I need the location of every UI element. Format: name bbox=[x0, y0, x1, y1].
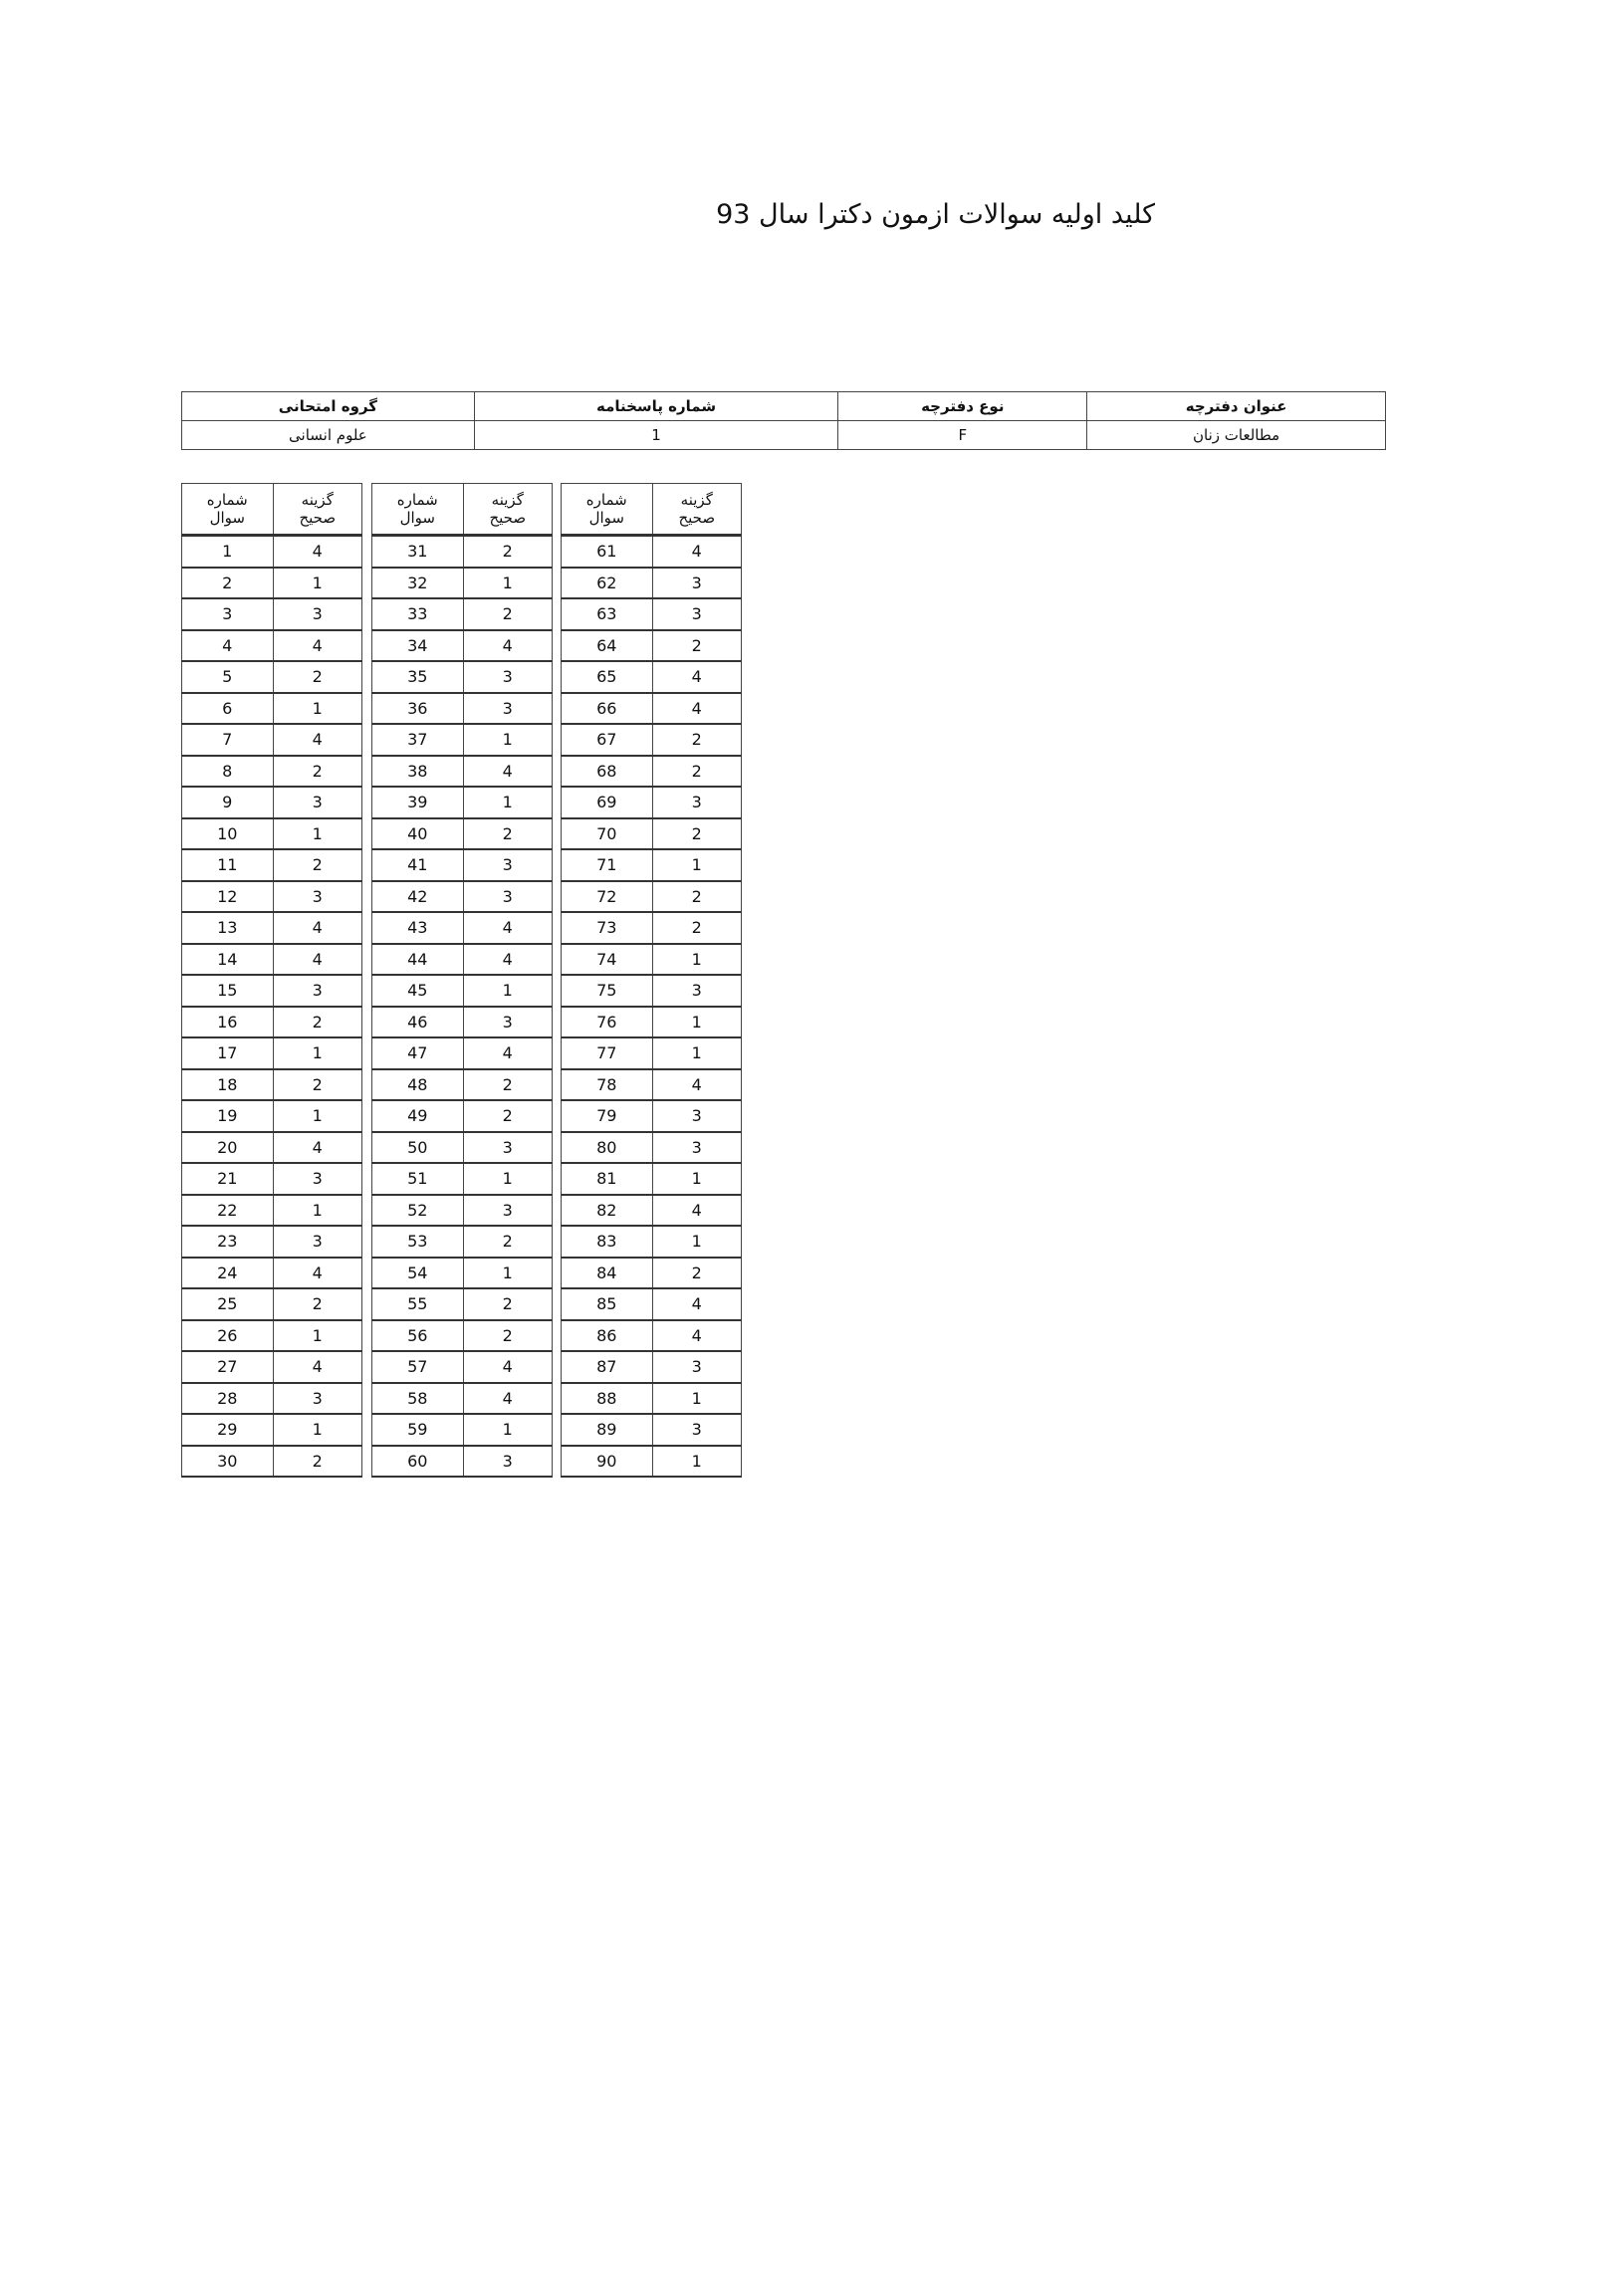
answer-key-row bbox=[182, 787, 362, 818]
question-number-cell: 2 bbox=[182, 568, 274, 599]
question-number-cell: 87 bbox=[562, 1351, 653, 1383]
answer-key-row bbox=[182, 1446, 362, 1478]
question-number-cell: 53 bbox=[372, 1226, 464, 1258]
answer-key-row bbox=[182, 975, 362, 1007]
correct-option-cell: 2 bbox=[273, 1446, 361, 1478]
correct-option-cell: 1 bbox=[273, 1037, 361, 1069]
correct-option-cell: 4 bbox=[273, 912, 361, 944]
answer-key-row bbox=[372, 756, 553, 788]
correct-option-cell: 3 bbox=[463, 881, 552, 913]
answer-key-row bbox=[182, 944, 362, 976]
answer-key-row bbox=[182, 1007, 362, 1038]
answer-key-row bbox=[372, 1007, 553, 1038]
question-number-cell: 55 bbox=[372, 1288, 464, 1320]
answer-key-row bbox=[372, 661, 553, 693]
question-number-cell: 32 bbox=[372, 568, 464, 599]
correct-option-cell: 3 bbox=[652, 1414, 741, 1446]
question-number-cell: 33 bbox=[372, 598, 464, 630]
answer-key-row bbox=[562, 818, 742, 850]
correct-option-cell: 2 bbox=[273, 849, 361, 881]
correct-option-cell: 3 bbox=[273, 598, 361, 630]
answer-key-row bbox=[562, 1132, 742, 1164]
answer-key-header-row bbox=[562, 484, 742, 536]
correct-option-cell: 2 bbox=[652, 724, 741, 756]
answer-key-row bbox=[562, 1351, 742, 1383]
answer-key-row bbox=[372, 693, 553, 725]
answer-key-row bbox=[562, 630, 742, 662]
question-number-cell: 70 bbox=[562, 818, 653, 850]
answer-key-row bbox=[182, 661, 362, 693]
question-number-cell: 25 bbox=[182, 1288, 274, 1320]
correct-option-cell: 4 bbox=[463, 1383, 552, 1415]
correct-option-cell: 3 bbox=[273, 1226, 361, 1258]
correct-option-cell: 3 bbox=[652, 1132, 741, 1164]
question-number-cell: 82 bbox=[562, 1195, 653, 1227]
question-number-cell: 88 bbox=[562, 1383, 653, 1415]
question-number-cell: 36 bbox=[372, 693, 464, 725]
correct-option-cell: 1 bbox=[463, 1163, 552, 1195]
question-number-header: شماره سوال bbox=[182, 484, 274, 536]
answer-key-row bbox=[562, 1446, 742, 1478]
correct-option-cell: 1 bbox=[652, 1163, 741, 1195]
answer-key-block-2 bbox=[371, 483, 553, 1478]
answer-key-row bbox=[182, 1226, 362, 1258]
answer-key-row bbox=[372, 1163, 553, 1195]
correct-option-cell: 4 bbox=[652, 1069, 741, 1101]
answer-key-row bbox=[562, 536, 742, 568]
question-number-cell: 20 bbox=[182, 1132, 274, 1164]
answer-key-row bbox=[182, 724, 362, 756]
answer-key-row bbox=[372, 1383, 553, 1415]
answer-key-row bbox=[372, 1288, 553, 1320]
correct-option-cell: 4 bbox=[273, 1351, 361, 1383]
correct-option-cell: 3 bbox=[652, 1351, 741, 1383]
question-number-cell: 21 bbox=[182, 1163, 274, 1195]
question-number-cell: 60 bbox=[372, 1446, 464, 1478]
answer-key-row bbox=[372, 1351, 553, 1383]
correct-option-cell: 3 bbox=[273, 1163, 361, 1195]
answer-key-row bbox=[182, 881, 362, 913]
correct-option-cell: 1 bbox=[652, 944, 741, 976]
question-number-cell: 79 bbox=[562, 1100, 653, 1132]
answer-key-row bbox=[372, 724, 553, 756]
answer-key-row bbox=[562, 661, 742, 693]
answer-key-row bbox=[372, 1414, 553, 1446]
question-number-cell: 47 bbox=[372, 1037, 464, 1069]
answer-key-row bbox=[182, 536, 362, 568]
correct-option-cell: 2 bbox=[463, 598, 552, 630]
question-number-cell: 16 bbox=[182, 1007, 274, 1038]
answer-key-header-row bbox=[182, 484, 362, 536]
answer-key-row bbox=[562, 756, 742, 788]
question-number-cell: 57 bbox=[372, 1351, 464, 1383]
correct-option-cell: 1 bbox=[463, 1414, 552, 1446]
correct-option-cell: 4 bbox=[463, 944, 552, 976]
exam-group-header: گروه امتحانی bbox=[182, 392, 475, 421]
answer-key-row bbox=[372, 787, 553, 818]
correct-option-cell: 4 bbox=[463, 756, 552, 788]
answer-key-row bbox=[562, 724, 742, 756]
correct-option-cell: 2 bbox=[652, 881, 741, 913]
question-number-cell: 13 bbox=[182, 912, 274, 944]
answer-key-row bbox=[562, 1383, 742, 1415]
question-number-cell: 54 bbox=[372, 1258, 464, 1289]
correct-option-cell: 3 bbox=[273, 975, 361, 1007]
correct-option-cell: 2 bbox=[652, 818, 741, 850]
question-number-cell: 67 bbox=[562, 724, 653, 756]
question-number-cell: 8 bbox=[182, 756, 274, 788]
correct-option-cell: 2 bbox=[273, 1288, 361, 1320]
correct-option-cell: 3 bbox=[463, 849, 552, 881]
question-number-cell: 1 bbox=[182, 536, 274, 568]
question-number-cell: 3 bbox=[182, 598, 274, 630]
correct-option-cell: 4 bbox=[273, 724, 361, 756]
question-number-cell: 42 bbox=[372, 881, 464, 913]
question-number-cell: 74 bbox=[562, 944, 653, 976]
correct-option-header: گزینه صحیح bbox=[273, 484, 361, 536]
answer-key-row bbox=[372, 630, 553, 662]
question-number-cell: 52 bbox=[372, 1195, 464, 1227]
question-number-cell: 27 bbox=[182, 1351, 274, 1383]
correct-option-cell: 2 bbox=[273, 756, 361, 788]
answer-key-block-3 bbox=[561, 483, 742, 1478]
correct-option-cell: 2 bbox=[652, 630, 741, 662]
correct-option-cell: 2 bbox=[273, 1069, 361, 1101]
booklet-title-header: عنوان دفترچه bbox=[1087, 392, 1386, 421]
question-number-cell: 18 bbox=[182, 1069, 274, 1101]
answer-key-row bbox=[182, 630, 362, 662]
answer-key-row bbox=[372, 1320, 553, 1352]
answer-key-row bbox=[182, 1288, 362, 1320]
correct-option-cell: 1 bbox=[463, 787, 552, 818]
answer-key-row bbox=[182, 598, 362, 630]
correct-option-cell: 4 bbox=[273, 630, 361, 662]
answer-key-header-row bbox=[372, 484, 553, 536]
correct-option-cell: 4 bbox=[652, 1195, 741, 1227]
answer-key-row bbox=[372, 944, 553, 976]
answer-key-row bbox=[182, 1258, 362, 1289]
answer-key-row bbox=[562, 1320, 742, 1352]
answer-key-row bbox=[182, 693, 362, 725]
correct-option-cell: 1 bbox=[273, 1320, 361, 1352]
answer-key-row bbox=[562, 1069, 742, 1101]
correct-option-cell: 2 bbox=[463, 1100, 552, 1132]
question-number-cell: 38 bbox=[372, 756, 464, 788]
question-number-cell: 43 bbox=[372, 912, 464, 944]
question-number-cell: 63 bbox=[562, 598, 653, 630]
info-header-row bbox=[182, 392, 1386, 421]
question-number-cell: 6 bbox=[182, 693, 274, 725]
answer-key-row bbox=[372, 1258, 553, 1289]
answer-key-row bbox=[562, 1288, 742, 1320]
answer-key-row bbox=[562, 1258, 742, 1289]
correct-option-cell: 3 bbox=[652, 598, 741, 630]
correct-option-cell: 1 bbox=[273, 568, 361, 599]
correct-option-cell: 3 bbox=[273, 881, 361, 913]
answer-key-row bbox=[562, 975, 742, 1007]
answer-key-row bbox=[562, 787, 742, 818]
question-number-cell: 39 bbox=[372, 787, 464, 818]
correct-option-cell: 3 bbox=[463, 1007, 552, 1038]
question-number-cell: 84 bbox=[562, 1258, 653, 1289]
answer-key-row bbox=[182, 1320, 362, 1352]
answer-key-row bbox=[182, 1100, 362, 1132]
question-number-cell: 26 bbox=[182, 1320, 274, 1352]
question-number-cell: 14 bbox=[182, 944, 274, 976]
question-number-cell: 83 bbox=[562, 1226, 653, 1258]
correct-option-cell: 4 bbox=[273, 944, 361, 976]
answer-key-row bbox=[562, 1100, 742, 1132]
correct-option-cell: 4 bbox=[652, 536, 741, 568]
answer-key-row bbox=[182, 568, 362, 599]
question-number-cell: 80 bbox=[562, 1132, 653, 1164]
question-number-cell: 49 bbox=[372, 1100, 464, 1132]
question-number-cell: 34 bbox=[372, 630, 464, 662]
answer-key-row bbox=[562, 1226, 742, 1258]
correct-option-cell: 4 bbox=[273, 1132, 361, 1164]
correct-option-cell: 3 bbox=[463, 1132, 552, 1164]
question-number-cell: 77 bbox=[562, 1037, 653, 1069]
question-number-cell: 71 bbox=[562, 849, 653, 881]
correct-option-cell: 1 bbox=[652, 1226, 741, 1258]
question-number-cell: 44 bbox=[372, 944, 464, 976]
correct-option-cell: 2 bbox=[652, 1258, 741, 1289]
answer-key-row bbox=[562, 1414, 742, 1446]
correct-option-cell: 3 bbox=[652, 568, 741, 599]
correct-option-cell: 3 bbox=[463, 693, 552, 725]
question-number-cell: 24 bbox=[182, 1258, 274, 1289]
question-number-cell: 28 bbox=[182, 1383, 274, 1415]
question-number-cell: 72 bbox=[562, 881, 653, 913]
answer-key-row bbox=[182, 1132, 362, 1164]
correct-option-cell: 4 bbox=[273, 536, 361, 568]
correct-option-cell: 3 bbox=[273, 787, 361, 818]
correct-option-cell: 1 bbox=[652, 1037, 741, 1069]
question-number-cell: 17 bbox=[182, 1037, 274, 1069]
answer-key-row bbox=[562, 944, 742, 976]
answer-key-row bbox=[562, 881, 742, 913]
question-number-cell: 22 bbox=[182, 1195, 274, 1227]
correct-option-cell: 1 bbox=[463, 568, 552, 599]
booklet-type-header: نوع دفترچه bbox=[838, 392, 1087, 421]
question-number-cell: 66 bbox=[562, 693, 653, 725]
question-number-cell: 15 bbox=[182, 975, 274, 1007]
question-number-cell: 89 bbox=[562, 1414, 653, 1446]
correct-option-cell: 4 bbox=[463, 1351, 552, 1383]
question-number-cell: 86 bbox=[562, 1320, 653, 1352]
answer-key-row bbox=[562, 849, 742, 881]
info-value-row bbox=[182, 421, 1386, 450]
correct-option-cell: 4 bbox=[463, 912, 552, 944]
correct-option-cell: 4 bbox=[652, 693, 741, 725]
answer-key-row bbox=[562, 912, 742, 944]
correct-option-header: گزینه صحیح bbox=[463, 484, 552, 536]
question-number-cell: 76 bbox=[562, 1007, 653, 1038]
question-number-cell: 68 bbox=[562, 756, 653, 788]
question-number-cell: 23 bbox=[182, 1226, 274, 1258]
correct-option-cell: 1 bbox=[652, 1383, 741, 1415]
answer-key-row bbox=[372, 975, 553, 1007]
answer-key-row bbox=[182, 756, 362, 788]
answer-key-row bbox=[182, 1383, 362, 1415]
answer-key-row bbox=[562, 1007, 742, 1038]
answer-key-row bbox=[182, 1069, 362, 1101]
question-number-cell: 58 bbox=[372, 1383, 464, 1415]
question-number-cell: 50 bbox=[372, 1132, 464, 1164]
question-number-cell: 64 bbox=[562, 630, 653, 662]
question-number-cell: 29 bbox=[182, 1414, 274, 1446]
correct-option-cell: 1 bbox=[273, 693, 361, 725]
answer-key-row bbox=[372, 1132, 553, 1164]
question-number-cell: 40 bbox=[372, 818, 464, 850]
correct-option-cell: 2 bbox=[652, 912, 741, 944]
answer-key-row bbox=[372, 849, 553, 881]
correct-option-cell: 1 bbox=[463, 975, 552, 1007]
exam-group-value: علوم انسانی bbox=[182, 421, 475, 450]
answer-key-row bbox=[372, 1226, 553, 1258]
booklet-info-table bbox=[181, 391, 1386, 450]
question-number-cell: 81 bbox=[562, 1163, 653, 1195]
question-number-cell: 48 bbox=[372, 1069, 464, 1101]
correct-option-cell: 2 bbox=[463, 1226, 552, 1258]
question-number-cell: 5 bbox=[182, 661, 274, 693]
correct-option-cell: 3 bbox=[463, 661, 552, 693]
answer-key-row bbox=[372, 536, 553, 568]
question-number-cell: 61 bbox=[562, 536, 653, 568]
question-number-cell: 41 bbox=[372, 849, 464, 881]
correct-option-cell: 4 bbox=[463, 1037, 552, 1069]
answer-key-row bbox=[182, 1037, 362, 1069]
question-number-cell: 12 bbox=[182, 881, 274, 913]
question-number-cell: 56 bbox=[372, 1320, 464, 1352]
question-number-cell: 35 bbox=[372, 661, 464, 693]
answer-sheet-number-header: شماره پاسخنامه bbox=[474, 392, 837, 421]
question-number-cell: 31 bbox=[372, 536, 464, 568]
answer-key-row bbox=[562, 1163, 742, 1195]
answer-key-row bbox=[562, 693, 742, 725]
question-number-cell: 4 bbox=[182, 630, 274, 662]
correct-option-cell: 4 bbox=[652, 661, 741, 693]
correct-option-cell: 3 bbox=[652, 975, 741, 1007]
correct-option-cell: 1 bbox=[652, 849, 741, 881]
correct-option-cell: 3 bbox=[652, 787, 741, 818]
question-number-cell: 37 bbox=[372, 724, 464, 756]
question-number-cell: 9 bbox=[182, 787, 274, 818]
question-number-cell: 46 bbox=[372, 1007, 464, 1038]
correct-option-cell: 2 bbox=[463, 1069, 552, 1101]
correct-option-cell: 2 bbox=[463, 818, 552, 850]
correct-option-cell: 2 bbox=[273, 661, 361, 693]
answer-key-row bbox=[372, 1069, 553, 1101]
question-number-cell: 59 bbox=[372, 1414, 464, 1446]
correct-option-cell: 1 bbox=[273, 818, 361, 850]
correct-option-cell: 2 bbox=[273, 1007, 361, 1038]
question-number-cell: 75 bbox=[562, 975, 653, 1007]
correct-option-cell: 1 bbox=[652, 1007, 741, 1038]
answer-sheet-number-value: 1 bbox=[474, 421, 837, 450]
question-number-cell: 85 bbox=[562, 1288, 653, 1320]
correct-option-cell: 1 bbox=[273, 1414, 361, 1446]
answer-key-row bbox=[182, 849, 362, 881]
correct-option-cell: 1 bbox=[463, 724, 552, 756]
correct-option-cell: 4 bbox=[273, 1258, 361, 1289]
correct-option-cell: 1 bbox=[463, 1258, 552, 1289]
question-number-cell: 45 bbox=[372, 975, 464, 1007]
correct-option-cell: 4 bbox=[652, 1320, 741, 1352]
answer-key-row bbox=[372, 598, 553, 630]
answer-key-row bbox=[372, 1195, 553, 1227]
question-number-header: شماره سوال bbox=[562, 484, 653, 536]
question-number-cell: 65 bbox=[562, 661, 653, 693]
correct-option-cell: 2 bbox=[463, 1320, 552, 1352]
correct-option-cell: 3 bbox=[463, 1195, 552, 1227]
answer-key-row bbox=[372, 1037, 553, 1069]
correct-option-header: گزینه صحیح bbox=[652, 484, 741, 536]
answer-key-row bbox=[372, 912, 553, 944]
correct-option-cell: 2 bbox=[652, 756, 741, 788]
answer-key-row bbox=[182, 912, 362, 944]
answer-key-row bbox=[182, 1351, 362, 1383]
answer-key-row bbox=[182, 818, 362, 850]
booklet-type-value: F bbox=[838, 421, 1087, 450]
question-number-cell: 51 bbox=[372, 1163, 464, 1195]
question-number-cell: 19 bbox=[182, 1100, 274, 1132]
answer-key-row bbox=[562, 598, 742, 630]
answer-key-row bbox=[182, 1414, 362, 1446]
correct-option-cell: 4 bbox=[463, 630, 552, 662]
question-number-cell: 69 bbox=[562, 787, 653, 818]
answer-key-row bbox=[372, 1446, 553, 1478]
correct-option-cell: 4 bbox=[652, 1288, 741, 1320]
question-number-cell: 78 bbox=[562, 1069, 653, 1101]
correct-option-cell: 1 bbox=[652, 1446, 741, 1478]
correct-option-cell: 3 bbox=[273, 1383, 361, 1415]
answer-key-row bbox=[182, 1163, 362, 1195]
correct-option-cell: 2 bbox=[463, 536, 552, 568]
answer-key-row bbox=[372, 818, 553, 850]
question-number-cell: 10 bbox=[182, 818, 274, 850]
question-number-cell: 11 bbox=[182, 849, 274, 881]
answer-key-row bbox=[562, 1037, 742, 1069]
page-title: کلید اولیه سوالات ازمون دکترا سال 93 bbox=[716, 199, 1155, 230]
answer-key-row bbox=[182, 1195, 362, 1227]
booklet-title-value: مطالعات زنان bbox=[1087, 421, 1386, 450]
correct-option-cell: 1 bbox=[273, 1100, 361, 1132]
answer-key-row bbox=[372, 1100, 553, 1132]
correct-option-cell: 2 bbox=[463, 1288, 552, 1320]
correct-option-cell: 3 bbox=[652, 1100, 741, 1132]
question-number-header: شماره سوال bbox=[372, 484, 464, 536]
correct-option-cell: 1 bbox=[273, 1195, 361, 1227]
question-number-cell: 62 bbox=[562, 568, 653, 599]
answer-key-row bbox=[562, 1195, 742, 1227]
answer-key-block-1 bbox=[181, 483, 362, 1478]
answer-key-row bbox=[562, 568, 742, 599]
question-number-cell: 7 bbox=[182, 724, 274, 756]
question-number-cell: 30 bbox=[182, 1446, 274, 1478]
question-number-cell: 90 bbox=[562, 1446, 653, 1478]
correct-option-cell: 3 bbox=[463, 1446, 552, 1478]
answer-key-row bbox=[372, 568, 553, 599]
answer-key-row bbox=[372, 881, 553, 913]
question-number-cell: 73 bbox=[562, 912, 653, 944]
